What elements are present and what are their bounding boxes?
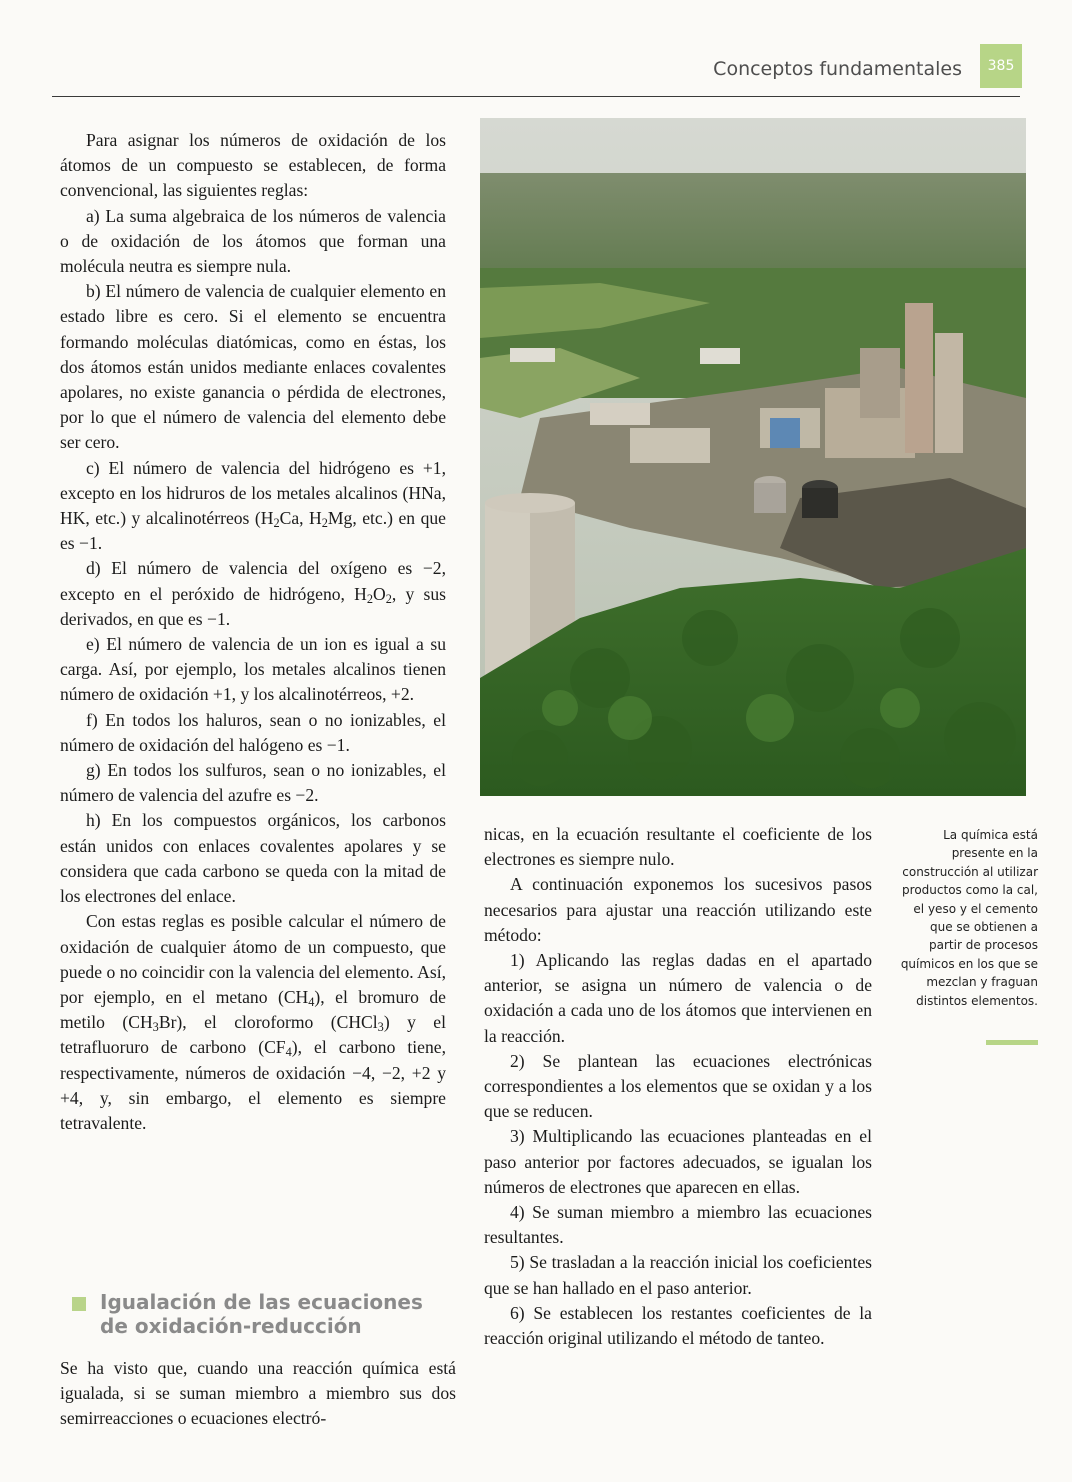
rule-c: [60, 456, 446, 557]
rule-h: h) En los compuestos orgánicos, los carbonos están unidos con enlaces covalentes apolares y se considera que cada carbono se queda con la mitad de los electrones del enlace.: [60, 810, 446, 907]
rule-c-text: Ca, H: [279, 508, 322, 529]
rule-b: b) El número de valencia de cualquier elemento en estado libre es cero. Si el elemento se encuentra formando moléculas diatómicas, como en éstas, los dos átomos están unidos mediante enlaces covalentes apolares, no existe ganancia o pérdida de electrones, por lo que el número de valencia del elemento debe ser cero.: [60, 281, 446, 453]
left-column: [60, 128, 446, 1136]
intro-paragraph: Para asignar los números de oxidación de los átomos de un compuesto se establecen, de forma convencional, las siguientes reglas:: [60, 130, 446, 201]
aerial-cement-plant-photo: [480, 118, 1026, 796]
subscript: 2: [385, 591, 392, 606]
rule-a: a) La suma algebraica de los números de valencia o de oxidación de los átomos que forman una molécula neutra es siempre nula.: [60, 205, 446, 277]
closing-text: ), el bromuro de metilo (CH: [60, 986, 446, 1033]
heading-line-2: de oxidación-reducción: [100, 1314, 362, 1338]
step-item: 5) Se trasladan a la reacción inicial los coeficientes que se han hallado en el paso anterior.: [484, 1252, 872, 1298]
subscript: 4: [308, 994, 315, 1009]
heading-line-1: Igualación de las ecuaciones: [100, 1290, 423, 1314]
photo-caption: La química está presente en la construcción al utilizar productos como la cal, el yeso y el cemento que se obtienen a partir de procesos químicos en los que se mezclan y fraguan distintos elementos.: [900, 828, 1038, 1008]
step-item: 4) Se suman miembro a miembro las ecuaciones resultantes.: [484, 1202, 872, 1248]
step-item: 3) Multiplicando las ecuaciones planteadas en el paso anterior por factores adecuados, se igualan los números de electrones que aparecen en ellas.: [484, 1126, 872, 1197]
rule-c-text: c) El número de valencia del hidrógeno es +1, excepto en los hidruros de los metales alcalinos (HNa, HK, etc.) y alcalinotérreos (H: [60, 457, 446, 529]
section-heading: [72, 1290, 462, 1338]
steps-intro: A continuación exponemos los sucesivos pasos necesarios para ajustar una reacción utilizando este método:: [484, 874, 872, 945]
photo-illustration: [480, 118, 1026, 796]
closing-text: Br), el cloroformo (CHCl: [158, 1012, 378, 1033]
subscript: 3: [377, 1020, 384, 1035]
subscript: 4: [285, 1045, 292, 1060]
subscript: 2: [273, 516, 280, 531]
rule-d-text: O: [373, 583, 386, 604]
rule-e: e) El número de valencia de un ion es igual a su carga. Así, por ejemplo, los metales alcalinos tienen número de oxidación +1, y los alcalinotérreos, +2.: [60, 634, 446, 705]
rule-g: g) En todos los sulfuros, sean o no ionizables, el número de valencia del azufre es −2.: [60, 760, 446, 806]
step-item: 6) Se establecen los restantes coeficientes de la reacción original utilizando el método de tanteo.: [484, 1302, 872, 1349]
closing-text: Con estas reglas es posible calcular el número de oxidación de cualquier átomo de un compuesto, que puede o no coincidir con la valencia del elemento. Así, por ejemplo, en el metano (CH: [60, 911, 446, 1007]
continuation-paragraph: nicas, en la ecuación resultante el coeficiente de los electrones es siempre nulo.: [484, 824, 872, 870]
page-number-badge: 385: [980, 44, 1022, 88]
section-body: [60, 1356, 456, 1432]
rule-d-text: d) El número de valencia del oxígeno es −2, excepto en el peróxido de hidrógeno, H: [60, 558, 446, 604]
step-item: 1) Aplicando las reglas dadas en el apartado anterior, se asigna un número de valencia o de oxidación a cada uno de los átomos que intervienen en la reacción.: [484, 950, 872, 1046]
heading-square-icon: [72, 1297, 86, 1311]
closing-text: ), el carbono tiene, respectivamente, números de oxidación −4, −2, +2 y +4, y, sin embargo, el elemento es siempre tetravalente.: [60, 1037, 446, 1133]
running-header-title: Conceptos fundamentales: [713, 58, 962, 80]
header-divider: [52, 96, 1020, 97]
subscript: 2: [321, 516, 328, 531]
caption-accent-bar: [986, 1040, 1038, 1045]
closing-text: ) y el tetrafluoruro de carbono (CF: [60, 1012, 446, 1058]
subscript: 2: [366, 591, 374, 606]
closing-paragraph: [60, 909, 446, 1136]
middle-column: [484, 822, 872, 1351]
rule-c-text: Mg, etc.) en que es −1.: [60, 508, 446, 554]
subscript: 3: [152, 1020, 159, 1035]
step-item: 2) Se plantean las ecuaciones electrónicas correspondientes a los elementos que se oxidan y a los que se reducen.: [484, 1050, 872, 1122]
rule-d-text: , y sus derivados, en que es −1.: [60, 583, 446, 629]
rule-d: [60, 556, 446, 632]
section-paragraph: Se ha visto que, cuando una reacción química está igualada, si se suman miembro a miembro sus dos semirreacciones o ecuaciones electró-: [60, 1358, 456, 1429]
rule-f: f) En todos los haluros, sean o no ionizables, el número de oxidación del halógeno es −1.: [60, 709, 446, 755]
